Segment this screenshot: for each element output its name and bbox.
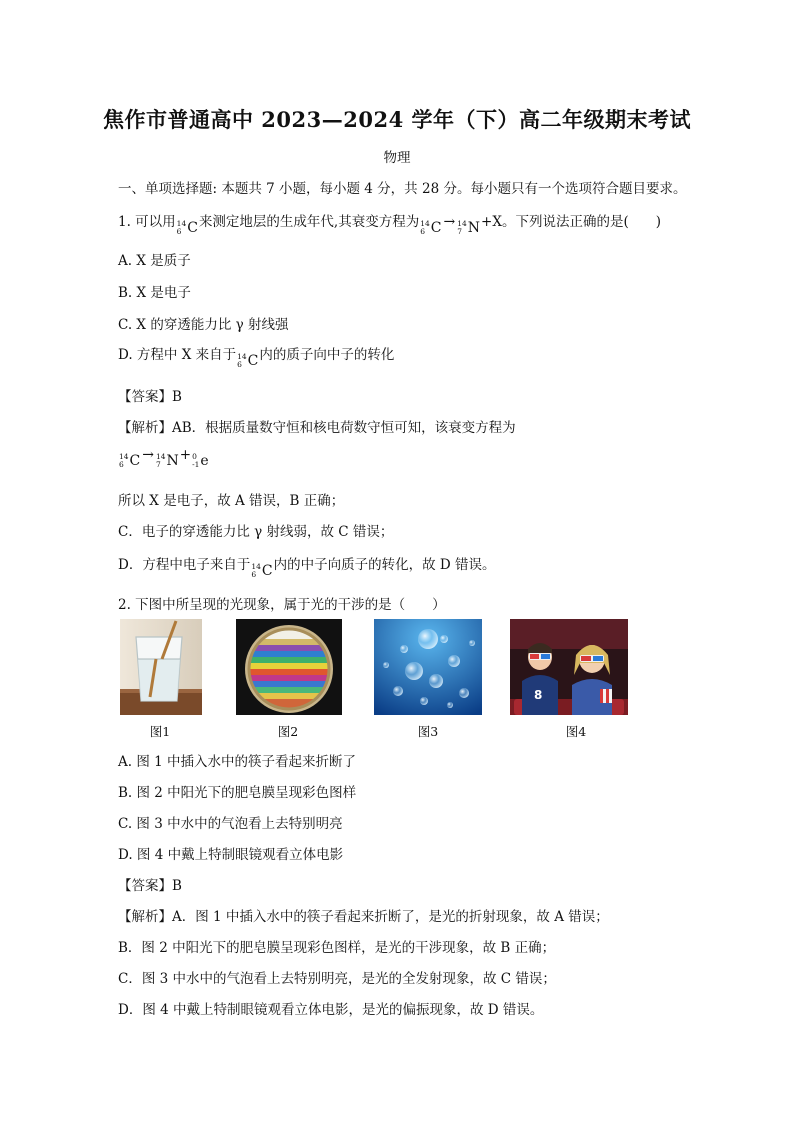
figure-2-soap-film-image (236, 619, 342, 715)
q2-analysis-line-c: C．图 3 中水中的气泡看上去特别明亮，是光的全发射现象，故 C 错误； (118, 971, 556, 987)
isotope-symbol: C (261, 563, 273, 579)
isotope-atomic: -1 (192, 460, 200, 469)
carbon14-isotope (119, 453, 140, 469)
isotope-mass: 0 (192, 452, 197, 461)
q1-stem-text-b: 来测定地层的生成年代,其衰变方程为 (198, 214, 420, 230)
figure-1-label: 图1 (149, 724, 171, 739)
isotope-symbol: C (129, 453, 141, 469)
isotope-mass: 14 (176, 219, 187, 228)
isotope-mass: 14 (156, 452, 166, 461)
isotope-symbol: N (166, 453, 179, 469)
q1-option-d-text-b: 内的质子向中子的转化 (259, 347, 395, 363)
q1-option-d (118, 343, 394, 369)
svg-text:8: 8 (534, 688, 543, 702)
q1-stem (118, 210, 661, 236)
q2-analysis-line-a: 【解析】A．图 1 中插入水中的筷子看起来折断了，是光的折射现象，故 A 错误； (118, 909, 609, 925)
q2-option-a: A. 图 1 中插入水中的筷子看起来折断了 (118, 754, 357, 770)
isotope-atomic: 6 (420, 227, 426, 236)
q2-option-b: B. 图 2 中阳光下的肥皂膜呈现彩色图样 (118, 785, 357, 801)
isotope-atomic: 6 (237, 360, 242, 369)
carbon14-isotope (237, 353, 258, 369)
q2-option-d: D. 图 4 中戴上特制眼镜观看立体电影 (118, 847, 344, 863)
q1-option-b: B. X 是电子 (118, 285, 191, 301)
figure-4-3d-movie-image (510, 619, 628, 715)
q1-option-c: C. X 的穿透能力比 γ 射线强 (118, 317, 289, 333)
isotope-atomic: 7 (156, 460, 161, 469)
isotope-mass: 14 (420, 219, 430, 228)
q2-option-c: C. 图 3 中水中的气泡看上去特别明亮 (118, 816, 343, 832)
isotope-mass: 14 (237, 352, 247, 361)
electron-particle (192, 453, 209, 469)
carbon14-isotope (177, 220, 198, 236)
decay-arrow: → (142, 447, 154, 463)
q1-analysis-line-1: 所以 X 是电子，故 A 错误，B 正确； (118, 493, 345, 509)
nitrogen14-isotope (457, 220, 480, 236)
figure-3-label: 图3 (417, 724, 439, 739)
equation-plus: + (179, 447, 192, 463)
figure-3-bubbles-image (374, 619, 482, 715)
isotope-mass: 14 (251, 562, 261, 571)
isotope-atomic: 6 (251, 570, 257, 579)
isotope-symbol: C (430, 220, 442, 236)
q1-option-a: A. X 是质子 (118, 253, 191, 269)
q2-analysis-line-d: D．图 4 中戴上特制眼镜观看立体电影，是光的偏振现象，故 D 错误。 (118, 1002, 544, 1018)
q1-decay-equation (118, 447, 210, 469)
isotope-symbol: C (247, 353, 259, 369)
figure-4-label: 图4 (565, 724, 587, 739)
subject-heading: 物理 (383, 150, 411, 166)
carbon14-isotope (420, 220, 441, 236)
figure-1-chopstick-image (120, 619, 202, 715)
q1-option-d-text-a: D. 方程中 X 来自于 (118, 347, 237, 363)
isotope-atomic: 7 (457, 227, 463, 236)
q1-stem-text-c: 。下列说法正确的是( ) (501, 214, 662, 230)
isotope-atomic: 6 (176, 227, 182, 236)
nitrogen14-isotope (156, 453, 179, 469)
figure-2-label: 图2 (277, 724, 299, 739)
q1-analysis-intro: 【解析】AB．根据质量数守恒和核电荷数守恒可知，该衰变方程为 (118, 420, 516, 436)
q1-answer: 【答案】B (118, 389, 182, 405)
q1-analysis-line-3 (118, 553, 496, 579)
isotope-symbol: N (467, 220, 481, 236)
page-title: 焦作市普通高中 2023—2024 学年（下）高二年级期末考试 (102, 107, 691, 132)
q2-stem: 2. 下图中所呈现的光现象，属于光的干涉的是（ ） (118, 597, 446, 613)
plus-x: +X (481, 214, 502, 230)
q1-analysis-line-2: C．电子的穿透能力比 γ 射线弱，故 C 错误； (118, 524, 394, 540)
section-heading: 一、单项选择题: 本题共 7 小题，每小题 4 分，共 28 分。每小题只有一个选项符合题目要求。 (118, 181, 687, 197)
q2-answer: 【答案】B (118, 878, 182, 894)
decay-arrow: → (443, 214, 456, 230)
isotope-symbol: e (200, 453, 209, 469)
isotope-atomic: 6 (119, 460, 124, 469)
isotope-symbol: C (187, 220, 198, 236)
q1-stem-text-a: 1. 可以用 (118, 214, 176, 230)
carbon14-isotope (251, 563, 272, 579)
q2-analysis-line-b: B．图 2 中阳光下的肥皂膜呈现彩色图样，是光的干涉现象，故 B 正确； (118, 940, 556, 956)
q1-analysis-3-text-b: 内的中子向质子的转化，故 D 错误。 (273, 557, 496, 573)
isotope-mass: 14 (457, 219, 467, 228)
isotope-mass: 14 (119, 452, 129, 461)
q1-analysis-3-text-a: D．方程中电子来自于 (118, 557, 251, 573)
